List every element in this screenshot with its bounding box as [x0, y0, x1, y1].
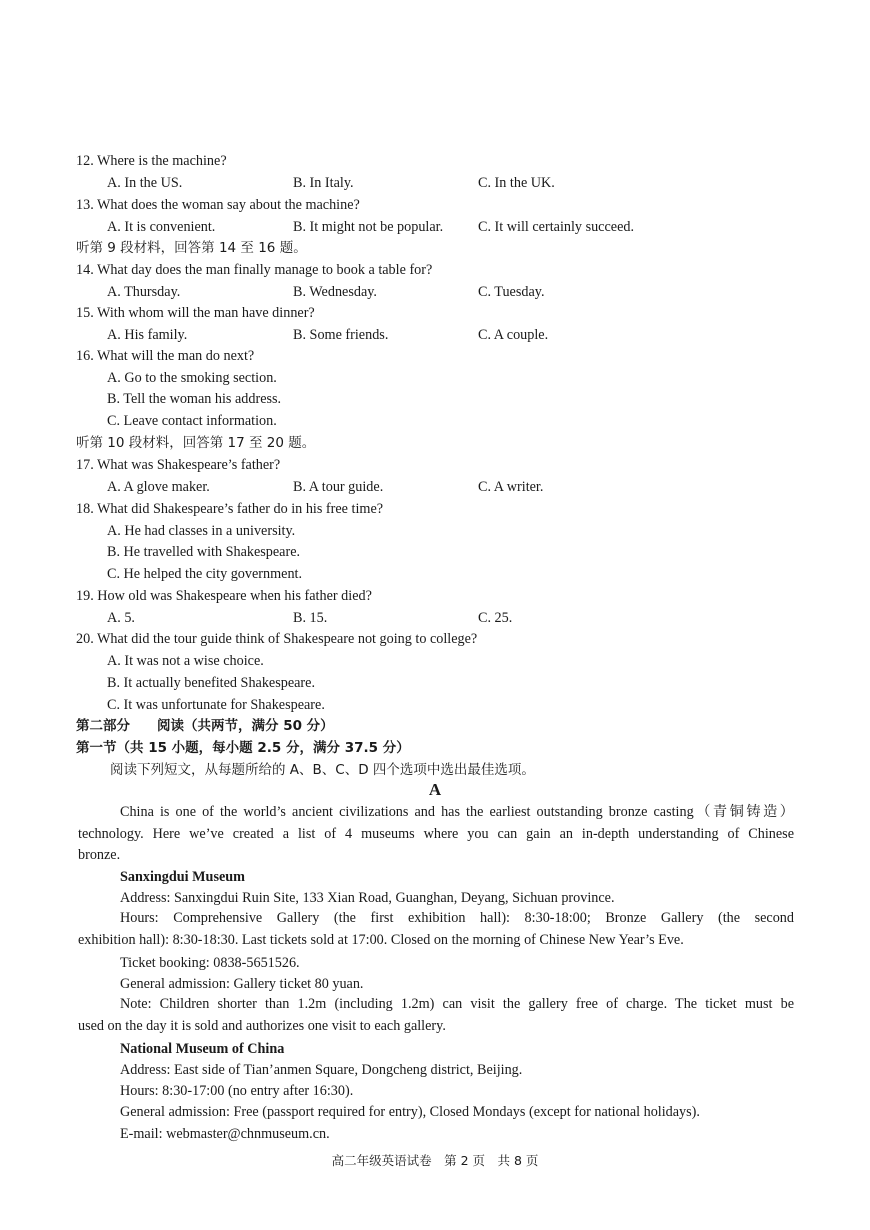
q13-option-c: C. It will certainly succeed. [478, 219, 635, 235]
q15-option-c: C. A couple. [478, 327, 549, 343]
passage-letter: A [428, 780, 442, 799]
q15-option-b: B. Some friends. [293, 327, 389, 343]
museum-2-email: E-mail: webmaster@chnmuseum.cn. [120, 1126, 330, 1142]
museum-2-address: Address: East side of Tian’anmen Square, Dongcheng district, Beijing. [120, 1062, 523, 1078]
question-17: 17. What was Shakespeare’s father? [76, 457, 281, 473]
q12-option-c: C. In the UK. [478, 175, 555, 191]
q20-option-c: C. It was unfortunate for Shakespeare. [107, 697, 325, 713]
listening-instruction-10: 听第 10 段材料，回答第 17 至 20 题。 [76, 435, 316, 451]
q17-option-a: A. A glove maker. [107, 479, 210, 495]
q19-option-b: B. 15. [293, 610, 328, 626]
museum-2-hours: Hours: 8:30-17:00 (no entry after 16:30). [120, 1083, 354, 1099]
question-15: 15. With whom will the man have dinner? [76, 305, 315, 321]
q20-option-a: A. It was not a wise choice. [107, 653, 264, 669]
question-13: 13. What does the woman say about the machine? [76, 197, 360, 213]
q14-option-c: C. Tuesday. [478, 284, 545, 300]
q17-option-c: C. A writer. [478, 479, 544, 495]
question-12: 12. Where is the machine? [76, 153, 227, 169]
question-14: 14. What day does the man finally manage to book a table for? [76, 262, 433, 278]
museum-1-booking: Ticket booking: 0838-5651526. [120, 955, 300, 971]
museum-1-hours-line-2: exhibition hall): 8:30-18:30. Last tickets sold at 17:00. Closed on the morning of Chinese New Year’s Eve. [78, 931, 684, 948]
q18-option-a: A. He had classes in a university. [107, 523, 296, 539]
question-16: 16. What will the man do next? [76, 348, 255, 364]
reading-instruction: 阅读下列短文，从每题所给的 A、B、C、D 四个选项中选出最佳选项。 [110, 762, 535, 778]
q20-option-b: B. It actually benefited Shakespeare. [107, 675, 315, 691]
q16-option-c: C. Leave contact information. [107, 413, 277, 429]
question-20: 20. What did the tour guide think of Shakespeare not going to college? [76, 631, 478, 647]
museum-1-name: Sanxingdui Museum [120, 869, 245, 885]
museum-2-admission: General admission: Free (passport required for entry), Closed Mondays (except for national holidays). [120, 1104, 700, 1120]
q12-option-a: A. In the US. [107, 175, 183, 191]
section1-heading: 第一节（共 15 小题，每小题 2.5 分，满分 37.5 分） [76, 740, 410, 756]
question-18: 18. What did Shakespeare’s father do in his free time? [76, 501, 384, 517]
q18-option-c: C. He helped the city government. [107, 566, 303, 582]
museum-1-note-line-2: used on the day it is sold and authorizes one visit to each gallery. [78, 1017, 446, 1034]
question-19: 19. How old was Shakespeare when his father died? [76, 588, 372, 604]
part2-heading: 第二部分 阅读（共两节，满分 50 分） [76, 718, 334, 734]
passage-intro [78, 802, 794, 867]
q18-option-b: B. He travelled with Shakespeare. [107, 544, 301, 560]
museum-1-address: Address: Sanxingdui Ruin Site, 133 Xian Road, Guanghan, Deyang, Sichuan province. [120, 890, 615, 906]
museum-1-admission: General admission: Gallery ticket 80 yuan. [120, 976, 364, 992]
q14-option-b: B. Wednesday. [293, 284, 377, 300]
intro-line-1: China is one of the world’s ancient civilizations and has the earliest outstanding bronze casting（青铜铸造） [120, 804, 794, 820]
museum-2-name: National Museum of China [120, 1041, 285, 1057]
museum-1-note [78, 994, 794, 1037]
page-footer: 高二年级英语试卷 第 2 页 共 8 页 [331, 1153, 539, 1168]
q19-option-a: A. 5. [107, 610, 135, 626]
intro-line-3: bronze. [78, 847, 121, 863]
q13-option-b: B. It might not be popular. [293, 219, 444, 235]
q15-option-a: A. His family. [107, 327, 188, 343]
q16-option-b: B. Tell the woman his address. [107, 391, 282, 407]
listening-instruction-9: 听第 9 段材料，回答第 14 至 16 题。 [76, 240, 307, 256]
q14-option-a: A. Thursday. [107, 284, 181, 300]
q12-option-b: B. In Italy. [293, 175, 354, 191]
q16-option-a: A. Go to the smoking section. [107, 370, 277, 386]
museum-1-hours [78, 908, 794, 951]
intro-line-2: technology. Here we’ve created a list of 4 museums where you can gain an in-depth understanding of Chinese [78, 825, 794, 842]
q13-option-a: A. It is convenient. [107, 219, 216, 235]
museum-1-hours-line-1: Hours: Comprehensive Gallery (the first exhibition hall): 8:30-18:00; Bronze Gallery (the second [120, 910, 794, 926]
q17-option-b: B. A tour guide. [293, 479, 384, 495]
q19-option-c: C. 25. [478, 610, 513, 626]
museum-1-note-line-1: Note: Children shorter than 1.2m (including 1.2m) can visit the gallery free of charge. The ticket must be [120, 996, 794, 1012]
